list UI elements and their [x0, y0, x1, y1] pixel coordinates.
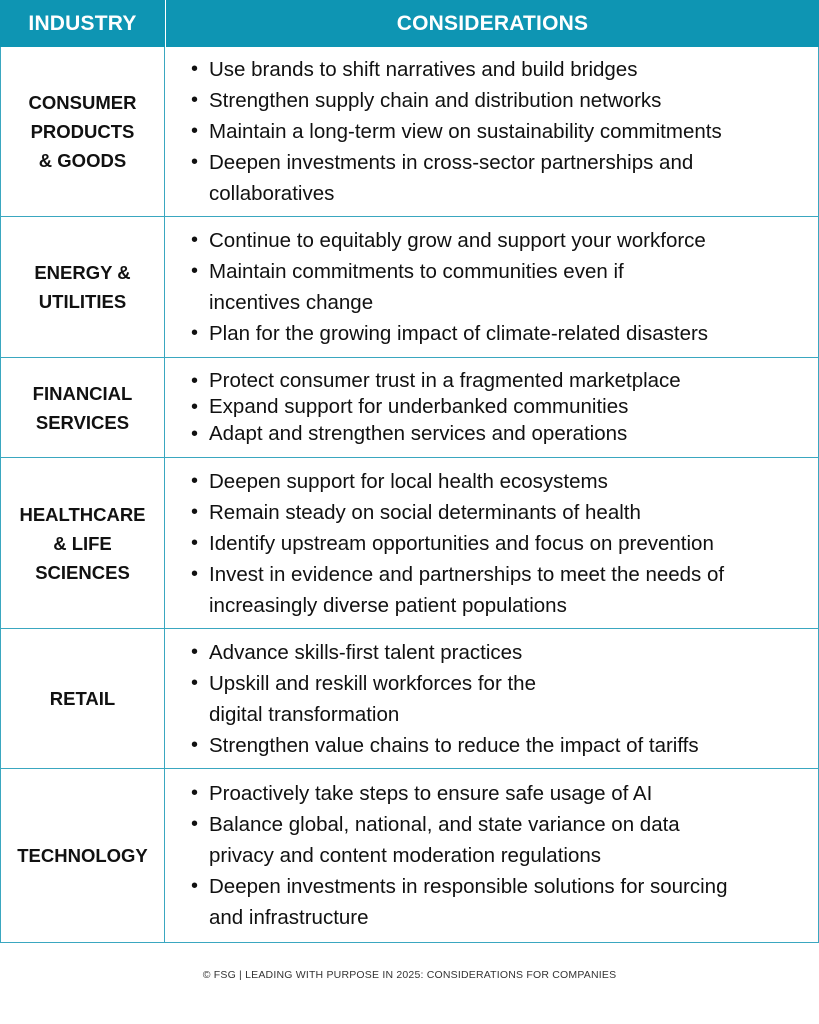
list-item: • Deepen support for local health ecosystems [191, 466, 724, 497]
considerations-cell [165, 629, 818, 768]
list-item: • Use brands to shift narratives and build bridges [191, 54, 722, 85]
list-item: • Plan for the growing impact of climate-related disasters [191, 318, 708, 349]
list-item: • Deepen investments in responsible solutions for sourcing and infrastructure [191, 871, 727, 933]
header-considerations: CONSIDERATIONS [396, 11, 589, 35]
industry-cell: HEALTHCARE & LIFE SCIENCES [1, 458, 165, 628]
list-item: • Deepen investments in cross-sector partnerships and collaboratives [191, 147, 722, 209]
list-item: • Adapt and strengthen services and operations [191, 421, 681, 448]
list-item: • Advance skills-first talent practices [191, 637, 699, 668]
header-industry: INDUSTRY [0, 0, 166, 47]
table-row [0, 47, 819, 217]
considerations-cell [165, 358, 818, 457]
list-item: • Identify upstream opportunities and focus on prevention [191, 528, 724, 559]
industry-cell: TECHNOLOGY [1, 769, 165, 942]
list-item: • Continue to equitably grow and support your workforce [191, 225, 708, 256]
list-item: • Maintain commitments to communities even if incentives change [191, 256, 708, 318]
list-item: • Strengthen supply chain and distribution networks [191, 85, 722, 116]
list-item: • Maintain a long-term view on sustainability commitments [191, 116, 722, 147]
table-row [0, 217, 819, 358]
considerations-cell [165, 458, 818, 628]
list-item: • Remain steady on social determinants of health [191, 497, 724, 528]
industry-cell: RETAIL [1, 629, 165, 768]
considerations-list [191, 466, 724, 621]
footer-credit: © FSG | LEADING WITH PURPOSE IN 2025: CONSIDERATIONS FOR COMPANIES [202, 969, 617, 981]
industry-cell: CONSUMER PRODUCTS & GOODS [1, 47, 165, 216]
industry-cell: FINANCIAL SERVICES [1, 358, 165, 457]
considerations-list [191, 225, 708, 349]
table-row [0, 629, 819, 769]
list-item: • Expand support for underbanked communities [191, 394, 681, 421]
list-item: • Balance global, national, and state variance on data privacy and content moderation regulations [191, 809, 727, 871]
list-item: • Upskill and reskill workforces for the digital transformation [191, 668, 699, 730]
considerations-cell [165, 217, 818, 357]
table-row [0, 458, 819, 629]
table-row [0, 358, 819, 458]
considerations-cell [165, 769, 818, 942]
considerations-list [191, 368, 681, 448]
table-header [0, 0, 819, 47]
list-item: • Invest in evidence and partnerships to meet the needs of increasingly diverse patient populations [191, 559, 724, 621]
industry-cell: ENERGY & UTILITIES [1, 217, 165, 357]
table-row [0, 769, 819, 943]
list-item: • Protect consumer trust in a fragmented marketplace [191, 368, 681, 395]
list-item: • Proactively take steps to ensure safe usage of AI [191, 778, 727, 809]
considerations-list [191, 778, 727, 933]
considerations-list [191, 637, 699, 761]
list-item: • Strengthen value chains to reduce the impact of tariffs [191, 730, 699, 761]
considerations-cell [165, 47, 818, 216]
considerations-list [191, 54, 722, 209]
